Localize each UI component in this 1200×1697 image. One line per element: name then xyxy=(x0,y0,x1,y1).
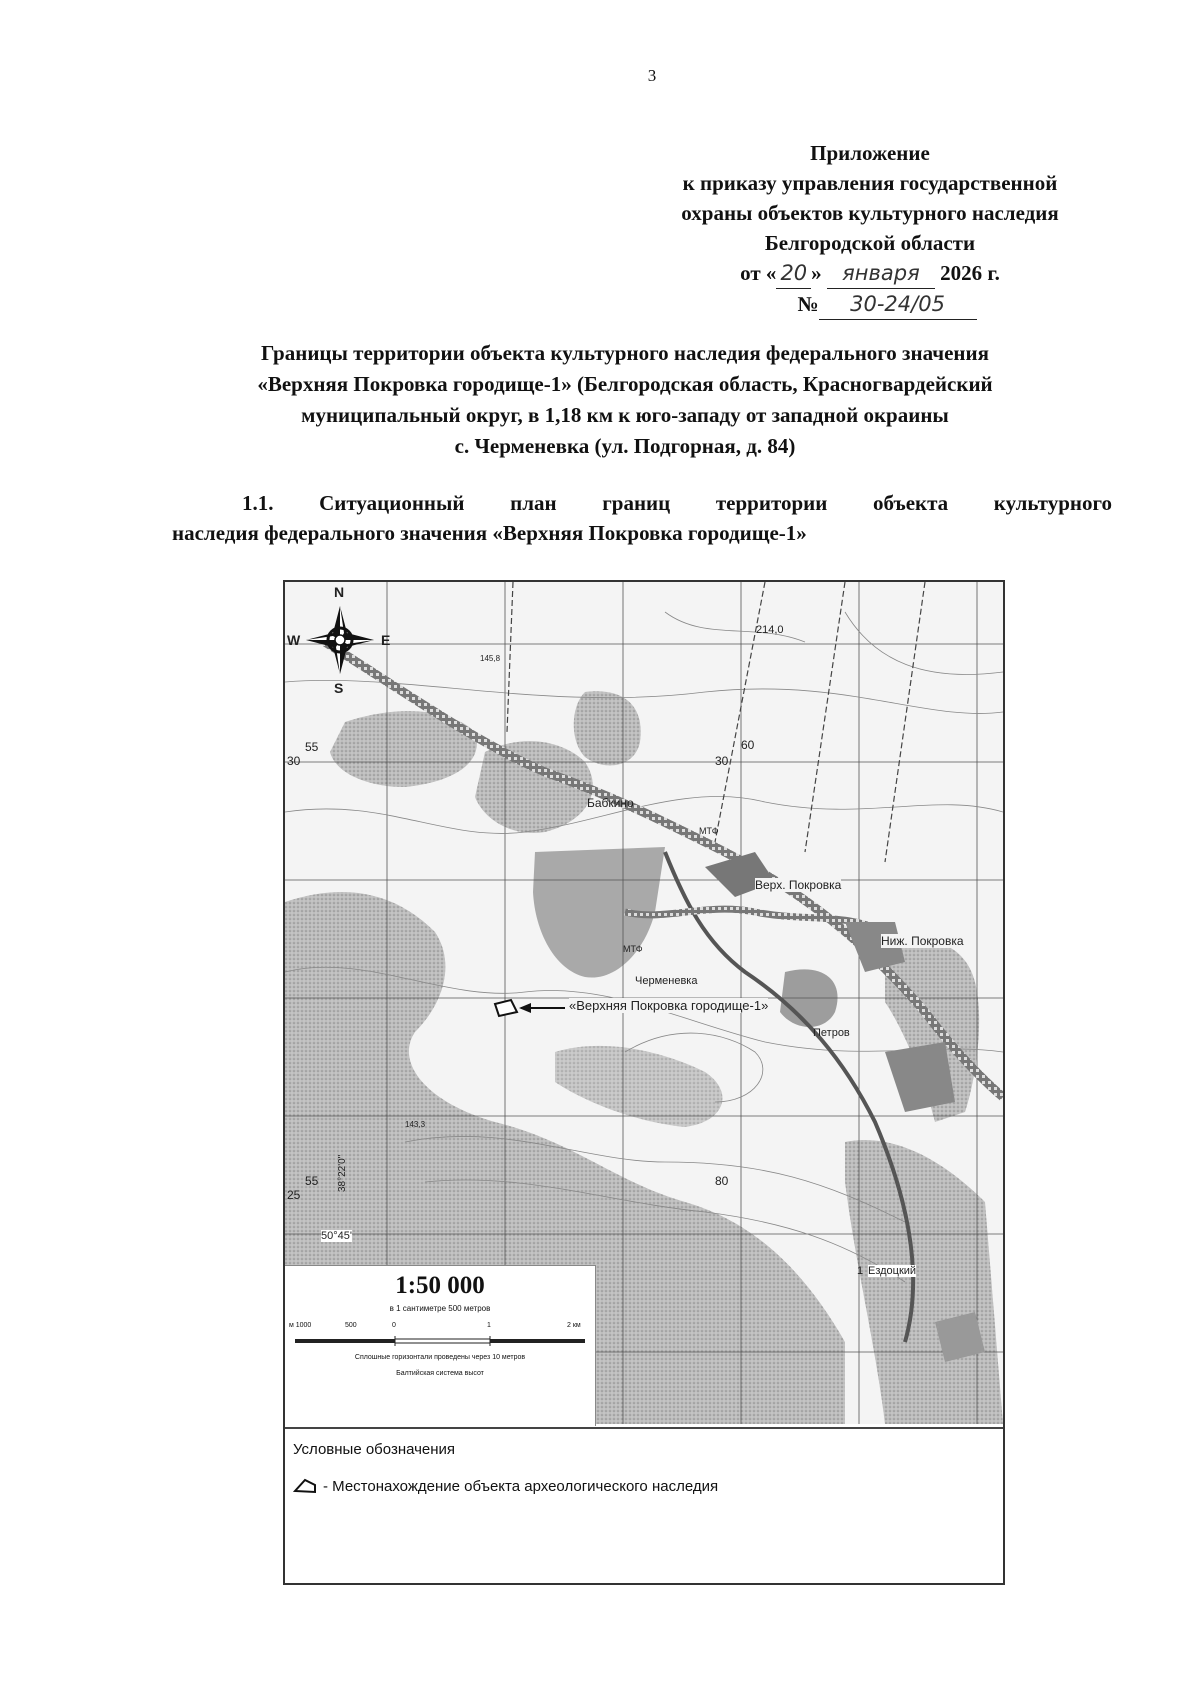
compass-w: W xyxy=(287,632,301,648)
height-label: 214,0 xyxy=(756,624,784,636)
grid-label: 1 xyxy=(857,1265,864,1277)
scale-tick: 500 xyxy=(345,1322,357,1329)
situation-plan xyxy=(283,580,1005,1585)
scale-contour-note: Сплошные горизонтали проведены через 10 метров xyxy=(354,1354,526,1361)
map-label: МТФ xyxy=(623,944,643,954)
page-number: 3 xyxy=(647,66,657,85)
annex-title: Приложение xyxy=(810,141,930,165)
height-label: 143,3 xyxy=(405,1120,426,1129)
section-heading xyxy=(172,488,1112,548)
scale-note: в 1 сантиметре 500 метров xyxy=(389,1304,491,1313)
annex-date xyxy=(600,258,1140,289)
title-line: «Верхняя Покровка городище-1» (Белгородская область, Красногвардейский xyxy=(257,372,993,396)
height-label: 145,8 xyxy=(480,654,501,663)
title-line: Границы территории объекта культурного наследия федерального значения xyxy=(261,341,989,365)
number-prefix: № xyxy=(797,292,819,316)
grid-label: 30 xyxy=(287,754,301,768)
annex-line: охраны объектов культурного наследия xyxy=(681,201,1059,225)
map-legend xyxy=(285,1427,1003,1585)
title-line: с. Черменевка (ул. Подгорная, д. 84) xyxy=(454,434,796,458)
section-line: наследия федерального значения «Верхняя Покровка городище-1» xyxy=(172,521,807,545)
scale-ratio: 1:50 000 xyxy=(395,1272,485,1299)
scale-system-note: Балтийская система высот xyxy=(396,1370,484,1377)
grid-label: 25 xyxy=(287,1188,301,1202)
polygon-icon xyxy=(293,1477,319,1495)
legend-item-label: - Местонахождение объекта археологического наследия xyxy=(323,1477,719,1495)
place-label: Верх. Покровка xyxy=(755,878,842,892)
date-year: 2026 г. xyxy=(940,261,1000,285)
annex-header xyxy=(600,138,1140,320)
grid-label: 55 xyxy=(305,740,319,754)
scale-tick: 2 км xyxy=(567,1322,581,1329)
section-line: 1.1. Ситуационный план границ территории объекта культурного xyxy=(242,491,1112,515)
number-value: 30-24/05 xyxy=(819,289,977,320)
date-day: 20 xyxy=(776,258,811,289)
object-label: «Верхняя Покровка городище-1» xyxy=(569,998,769,1013)
annex-number xyxy=(600,289,1140,320)
compass-s: S xyxy=(334,680,344,696)
latitude-label: 50°45' xyxy=(321,1230,352,1242)
legend-item xyxy=(293,1477,718,1495)
title-line: муниципальный округ, в 1,18 км к юго-западу от западной окраины xyxy=(301,403,949,427)
date-mid: » xyxy=(811,261,822,285)
map-label: МТФ xyxy=(699,826,719,836)
date-prefix: от « xyxy=(740,261,777,285)
scale-tick: м 1000 xyxy=(289,1322,312,1329)
scale-box xyxy=(285,1265,596,1426)
place-label: Ездоцкий xyxy=(868,1265,917,1277)
grid-label: 60 xyxy=(741,738,755,752)
place-label: Бабкино xyxy=(587,796,634,810)
grid-label: 55 xyxy=(305,1174,319,1188)
place-label: Ниж. Покровка xyxy=(881,934,964,948)
compass-n: N xyxy=(334,584,345,600)
longitude-label: 38°22'0" xyxy=(337,1154,348,1192)
annex-line: к приказу управления государственной xyxy=(682,171,1058,195)
grid-label: 80 xyxy=(715,1174,729,1188)
legend-title: Условные обозначения xyxy=(293,1441,456,1458)
scale-tick: 0 xyxy=(392,1322,396,1329)
scale-bar xyxy=(295,1334,585,1348)
annex-line: Белгородской области xyxy=(764,231,976,255)
place-label: Черменевка xyxy=(635,975,698,987)
document-title xyxy=(150,338,1100,462)
compass-e: E xyxy=(381,632,391,648)
scale-tick: 1 xyxy=(487,1322,491,1329)
grid-label: 30 xyxy=(715,754,729,768)
place-label: Петров xyxy=(813,1027,850,1039)
date-month: января xyxy=(827,258,935,289)
